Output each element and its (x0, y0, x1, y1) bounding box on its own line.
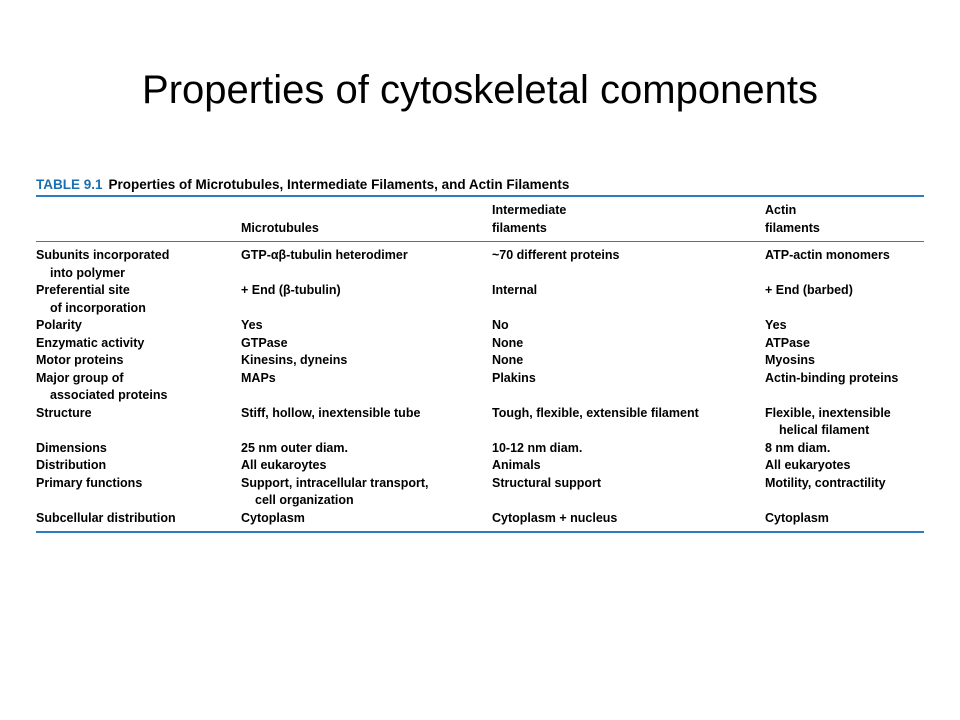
cell-actin-filaments (765, 370, 924, 405)
cell-line: + End (β-tubulin) (241, 283, 341, 297)
column-header-actin-filaments (765, 197, 924, 241)
cell-actin-filaments (765, 317, 924, 335)
cell-line: Actin-binding proteins (765, 370, 899, 385)
cell-microtubules (241, 370, 492, 405)
cell-line: ATPase (765, 335, 810, 350)
cell-actin-filaments (765, 282, 924, 317)
cell-microtubules (241, 242, 492, 282)
slide-title: Properties of cytoskeletal components (142, 68, 818, 112)
table-bottom-rule (36, 531, 924, 533)
cell-line: Myosins (765, 353, 816, 367)
cell-line: Subcellular distribution (36, 510, 176, 525)
column-header-line: filaments (492, 220, 547, 235)
cell-actin-filaments (765, 242, 924, 282)
cell-line: Primary functions (36, 475, 143, 490)
cell-line: Structure (36, 405, 92, 420)
cell-line: GTP-αβ-tubulin heterodimer (241, 248, 408, 262)
cell-actin-filaments (765, 335, 924, 353)
cell-line: Subunits incorporated (36, 248, 170, 262)
cell-line: + End (barbed) (765, 283, 853, 297)
cell-line: Yes (765, 318, 787, 332)
cell-microtubules (241, 457, 492, 475)
cell-property (36, 475, 241, 510)
table-row (36, 475, 924, 510)
cell-line: ~70 different proteins (492, 248, 620, 262)
cell-intermediate-filaments (492, 282, 765, 317)
cell-microtubules (241, 282, 492, 317)
cell-line: Stiff, hollow, inextensible tube (241, 405, 421, 420)
cell-line: Animals (492, 458, 541, 472)
cell-line: Flexible, inextensible (765, 405, 891, 420)
cell-line: Cytoplasm + nucleus (492, 510, 618, 525)
cell-line: Polarity (36, 318, 82, 332)
table-row (36, 282, 924, 317)
table-row (36, 335, 924, 353)
cell-line: associated proteins (50, 388, 168, 402)
cell-property (36, 457, 241, 475)
table-row (36, 352, 924, 370)
cell-line: All eukaroytes (241, 458, 327, 472)
cell-property (36, 242, 241, 282)
cell-line: No (492, 318, 509, 332)
cell-line: Yes (241, 318, 263, 332)
cell-property (36, 510, 241, 532)
cell-line: Preferential site (36, 283, 130, 297)
cell-microtubules (241, 510, 492, 532)
cell-microtubules (241, 475, 492, 510)
cell-intermediate-filaments (492, 440, 765, 458)
column-header-intermediate-filaments (492, 197, 765, 241)
cell-line: into polymer (50, 265, 126, 280)
table-row (36, 440, 924, 458)
cell-line: Motor proteins (36, 353, 124, 367)
cell-intermediate-filaments (492, 335, 765, 353)
cell-intermediate-filaments (492, 510, 765, 532)
table-row (36, 242, 924, 282)
properties-table (36, 197, 924, 241)
cell-intermediate-filaments (492, 317, 765, 335)
cell-property (36, 335, 241, 353)
cell-actin-filaments (765, 510, 924, 532)
table-row (36, 317, 924, 335)
cell-intermediate-filaments (492, 242, 765, 282)
cell-line: 10-12 nm diam. (492, 440, 583, 455)
column-header-property (36, 197, 241, 241)
cell-property (36, 370, 241, 405)
table-row (36, 510, 924, 532)
cell-line: Dimensions (36, 440, 107, 455)
cell-actin-filaments (765, 352, 924, 370)
cell-intermediate-filaments (492, 457, 765, 475)
cell-property (36, 317, 241, 335)
cell-line: MAPs (241, 370, 276, 385)
cell-microtubules (241, 405, 492, 440)
column-header-line: Intermediate (492, 203, 567, 217)
cell-microtubules (241, 317, 492, 335)
cell-line: Structural support (492, 475, 602, 490)
cell-line: All eukaryotes (765, 458, 851, 472)
cell-line: GTPase (241, 335, 288, 350)
cell-microtubules (241, 335, 492, 353)
cell-line: Motility, contractility (765, 475, 886, 490)
table-header-row (36, 197, 924, 241)
cell-actin-filaments (765, 440, 924, 458)
table-caption-text: Properties of Microtubules, Intermediate Filaments, and Actin Filaments (108, 177, 570, 192)
cell-line: of incorporation (50, 300, 146, 315)
column-header-line: filaments (765, 220, 820, 235)
cell-line: Tough, flexible, extensible filament (492, 405, 699, 420)
cell-microtubules (241, 440, 492, 458)
column-header-microtubules (241, 197, 492, 241)
properties-table-body (36, 242, 924, 531)
cell-line: 8 nm diam. (765, 440, 831, 455)
cell-line: Cytoplasm (765, 510, 829, 525)
cell-line: helical filament (779, 423, 870, 437)
cell-line: Cytoplasm (241, 510, 305, 525)
table-number: TABLE 9.1 (36, 177, 103, 192)
cell-line: Kinesins, dyneins (241, 353, 348, 367)
column-header-line: Microtubules (241, 220, 319, 235)
cell-line: 25 nm outer diam. (241, 440, 348, 455)
cell-property (36, 440, 241, 458)
cell-actin-filaments (765, 457, 924, 475)
cell-line: Enzymatic activity (36, 335, 145, 350)
table-row (36, 370, 924, 405)
table-body (36, 242, 924, 531)
cell-intermediate-filaments (492, 405, 765, 440)
cell-microtubules (241, 352, 492, 370)
cell-line: Internal (492, 283, 538, 297)
cell-actin-filaments (765, 405, 924, 440)
cell-line: ATP-actin monomers (765, 248, 890, 262)
properties-table-block (36, 176, 924, 533)
table-caption (36, 176, 924, 195)
cell-line: Support, intracellular transport, (241, 475, 429, 490)
cell-intermediate-filaments (492, 352, 765, 370)
cell-line: cell organization (255, 493, 354, 507)
column-header-line: Actin (765, 203, 797, 217)
cell-property (36, 352, 241, 370)
table-row (36, 457, 924, 475)
cell-actin-filaments (765, 475, 924, 510)
cell-property (36, 405, 241, 440)
cell-line: Plakins (492, 370, 536, 385)
cell-line: Major group of (36, 370, 124, 385)
cell-intermediate-filaments (492, 475, 765, 510)
cell-property (36, 282, 241, 317)
cell-intermediate-filaments (492, 370, 765, 405)
cell-line: Distribution (36, 458, 107, 472)
table-row (36, 405, 924, 440)
cell-line: None (492, 335, 524, 350)
cell-line: None (492, 353, 524, 367)
